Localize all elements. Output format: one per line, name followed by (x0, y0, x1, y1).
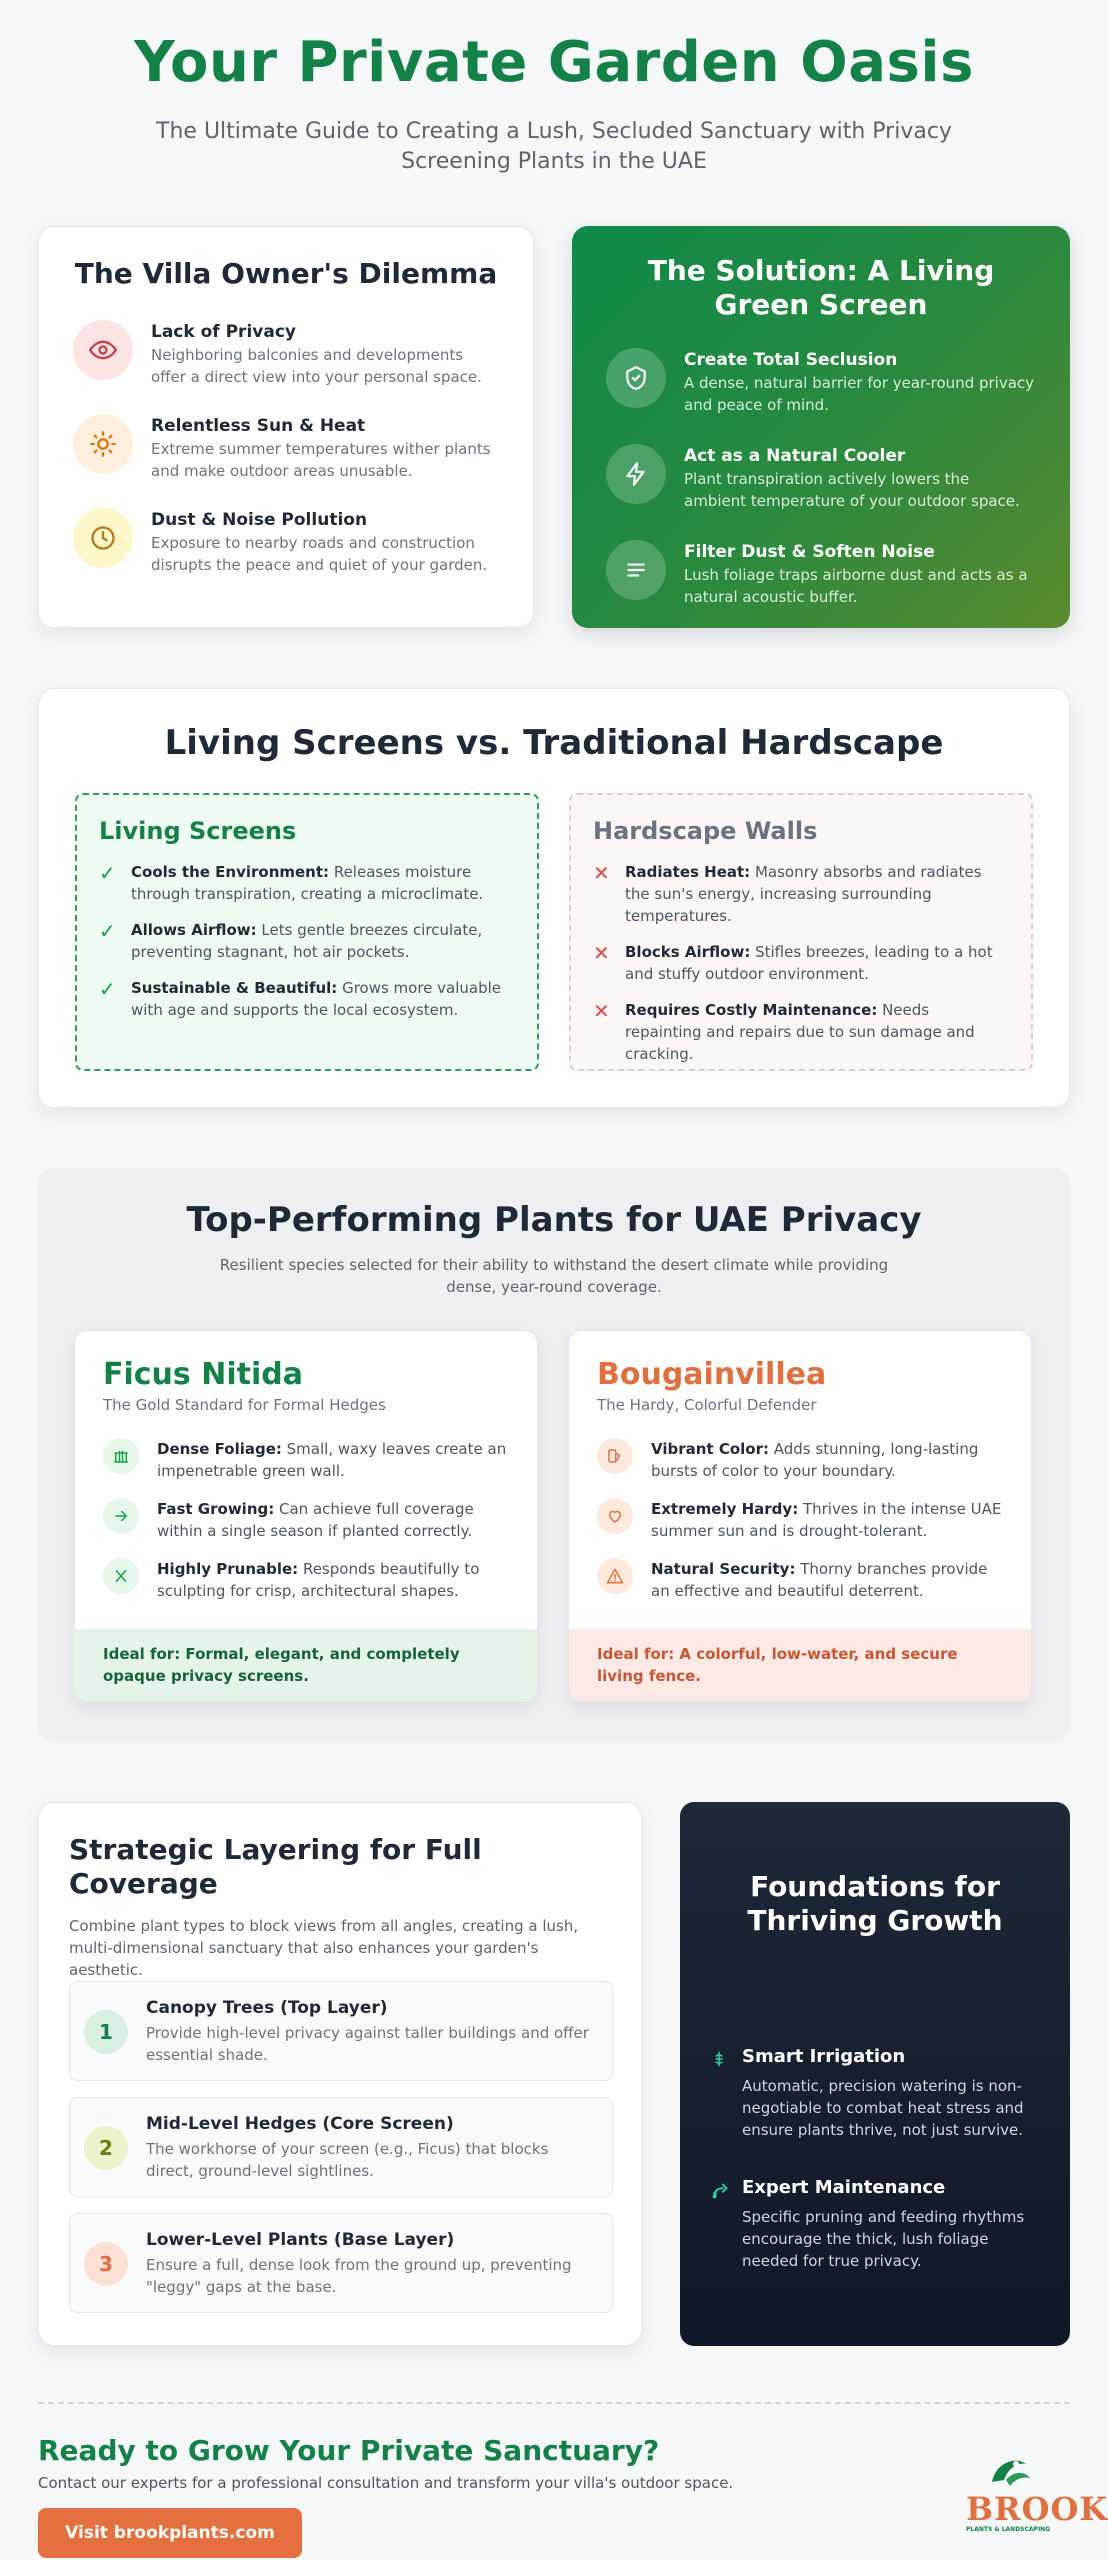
layer-item (69, 1981, 613, 2081)
logo-tagline: PLANTS & LANDSCAPING (966, 2526, 1051, 2533)
dilemma-item-text: Exposure to nearby roads and construction disrupts the peace and quiet of your garden. (151, 534, 488, 574)
brook-logo[interactable] (960, 2452, 1108, 2533)
feature-bold: Highly Prunable: (157, 1560, 299, 1578)
scissors-icon (103, 1558, 139, 1594)
layer-number: 2 (84, 2126, 128, 2170)
item-text: Masonry absorbs and radiates the sun's energy, increasing surrounding temperatures. (625, 863, 982, 925)
layering-card (38, 1802, 642, 2346)
layer-title: Lower-Level Plants (Base Layer) (146, 2230, 455, 2250)
hardscape-title: Hardscape Walls (593, 817, 818, 845)
warning-icon (597, 1558, 633, 1594)
footer-divider (38, 2402, 1070, 2404)
dilemma-item-text: Neighboring balconies and developments offer a direct view into your personal space. (151, 346, 482, 386)
living-screens-title: Living Screens (99, 817, 297, 845)
feature-text: Thrives in the intense UAE summer sun and is drought-tolerant. (651, 1500, 1002, 1540)
eye-icon (73, 320, 133, 380)
plant-feature (103, 1498, 509, 1542)
plant-feature (597, 1438, 1003, 1482)
plant-tagline: The Gold Standard for Formal Hedges (103, 1396, 386, 1414)
feature-text: Thorny branches provide an effective and beautiful deterrent. (651, 1560, 988, 1600)
plants-title: Top-Performing Plants for UAE Privacy (186, 1200, 922, 1240)
living-screens-box (75, 793, 539, 1071)
foundation-item-title: Expert Maintenance (742, 2177, 946, 2198)
layer-number: 3 (84, 2242, 128, 2286)
solution-item-text: Plant transpiration actively lowers the ambient temperature of your outdoor space. (684, 470, 1020, 510)
check-icon: ✓ (99, 977, 116, 1001)
page-subtitle: The Ultimate Guide to Creating a Lush, Secluded Sanctuary with Privacy Screening Plants in the UAE (156, 119, 952, 174)
ficus-card (74, 1330, 538, 1702)
layer-item (69, 2213, 613, 2313)
lines-icon (606, 540, 666, 600)
foundation-item (710, 2177, 1040, 2272)
shield-check-icon (606, 348, 666, 408)
layer-text: The workhorse of your screen (e.g., Ficus) that blocks direct, ground-level sightlines. (146, 2140, 549, 2180)
bougainvillea-ideal-note: Ideal for: A colorful, low-water, and secure living fence. (569, 1629, 1031, 1701)
plant-feature (103, 1438, 509, 1482)
list-item (593, 861, 1009, 927)
dilemma-item-title: Relentless Sun & Heat (151, 416, 366, 436)
x-icon: ✕ (593, 999, 610, 1023)
clock-icon (73, 508, 133, 568)
plants-subtitle: Resilient species selected for their ability to withstand the desert climate while providing dense, year-round coverage. (219, 1256, 889, 1296)
feature-bold: Natural Security: (651, 1560, 796, 1578)
layer-number: 1 (84, 2010, 128, 2054)
solution-item (606, 540, 1036, 608)
palette-icon (597, 1438, 633, 1474)
plant-name: Ficus Nitida (103, 1357, 303, 1392)
wall-icon (103, 1438, 139, 1474)
plant-feature (597, 1558, 1003, 1602)
item-text: Grows more valuable with age and supports the local ecosystem. (131, 979, 502, 1019)
item-bold: Blocks Airflow: (625, 943, 751, 961)
solution-title: The Solution: A Living Green Screen (647, 254, 995, 321)
x-icon: ✕ (593, 941, 610, 965)
plant-name: Bougainvillea (597, 1357, 827, 1392)
feature-bold: Vibrant Color: (651, 1440, 769, 1458)
bougainvillea-card (568, 1330, 1032, 1702)
layering-subtitle: Combine plant types to block views from all angles, creating a lush, multi-dimensional sanctuary that also enhances your garden's aesthetic. (69, 1917, 579, 1979)
solution-item-text: A dense, natural barrier for year-round privacy and peace of mind. (684, 374, 1035, 414)
feature-text: Adds stunning, long-lasting bursts of color to your boundary. (651, 1440, 979, 1480)
page-header (0, 30, 1108, 177)
layer-title: Mid-Level Hedges (Core Screen) (146, 2114, 454, 2134)
solution-item-title: Act as a Natural Cooler (684, 446, 906, 466)
plant-feature (103, 1558, 509, 1602)
logo-wordmark: BROOK (966, 2490, 1108, 2528)
feature-bold: Extremely Hardy: (651, 1500, 799, 1518)
dilemma-card (38, 226, 534, 628)
feature-bold: Dense Foliage: (157, 1440, 282, 1458)
layering-title: Strategic Layering for Full Coverage (69, 1833, 482, 1900)
arrow-right-icon (103, 1498, 139, 1534)
feature-text: Small, waxy leaves create an impenetrable green wall. (157, 1440, 507, 1480)
cta-title: Ready to Grow Your Private Sanctuary? (38, 2434, 660, 2467)
item-text: Needs repainting and repairs due to sun damage and cracking. (625, 1001, 975, 1063)
plants-section (38, 1168, 1070, 1742)
water-drop-icon (710, 2048, 736, 2074)
foundation-item (710, 2046, 1040, 2141)
item-bold: Allows Airflow: (131, 921, 257, 939)
leaf-logo-icon (986, 2452, 1034, 2492)
layer-text: Provide high-level privacy against taller buildings and offer essential shade. (146, 2024, 589, 2064)
comparison-title: Living Screens vs. Traditional Hardscape (164, 723, 944, 763)
feature-text: Responds beautifully to sculpting for crisp, architectural shapes. (157, 1560, 480, 1600)
shears-icon (710, 2179, 736, 2205)
heart-icon (597, 1498, 633, 1534)
item-bold: Cools the Environment: (131, 863, 330, 881)
foundation-item-text: Specific pruning and feeding rhythms encourage the thick, lush foliage needed for true privacy. (742, 2208, 1025, 2270)
foundations-panel (680, 1802, 1070, 2346)
page-title: Your Private Garden Oasis (134, 30, 974, 95)
comparison-card (38, 688, 1070, 1108)
dilemma-item-title: Lack of Privacy (151, 322, 296, 342)
dilemma-title: The Villa Owner's Dilemma (74, 257, 498, 290)
item-bold: Radiates Heat: (625, 863, 751, 881)
foundation-item-title: Smart Irrigation (742, 2046, 906, 2067)
check-icon: ✓ (99, 919, 116, 943)
item-text: Lets gentle breezes circulate, preventing stagnant, hot air pockets. (131, 921, 483, 961)
dilemma-item (73, 320, 499, 388)
solution-item-title: Filter Dust & Soften Noise (684, 542, 935, 562)
list-item (99, 977, 515, 1021)
feature-bold: Fast Growing: (157, 1500, 275, 1518)
dilemma-item (73, 414, 499, 482)
layer-title: Canopy Trees (Top Layer) (146, 1998, 388, 2018)
foundations-title: Foundations for Thriving Growth (747, 1870, 1003, 1937)
dilemma-item-title: Dust & Noise Pollution (151, 510, 368, 530)
sun-icon (73, 414, 133, 474)
hardscape-box (569, 793, 1033, 1071)
plant-feature (597, 1498, 1003, 1542)
check-icon: ✓ (99, 861, 116, 885)
solution-item (606, 444, 1036, 512)
list-item (593, 999, 1009, 1065)
dilemma-item (73, 508, 499, 576)
list-item (99, 861, 515, 905)
plant-tagline: The Hardy, Colorful Defender (597, 1396, 817, 1414)
item-text: Stifles breezes, leading to a hot and stuffy outdoor environment. (625, 943, 993, 983)
item-text: Releases moisture through transpiration, creating a microclimate. (131, 863, 484, 903)
x-icon: ✕ (593, 861, 610, 885)
solution-card (572, 226, 1070, 628)
layer-text: Ensure a full, dense look from the ground up, preventing "leggy" gaps at the base. (146, 2256, 572, 2296)
solution-item-title: Create Total Seclusion (684, 350, 898, 370)
list-item (99, 919, 515, 963)
lightning-icon (606, 444, 666, 504)
item-bold: Requires Costly Maintenance: (625, 1001, 878, 1019)
solution-item-text: Lush foliage traps airborne dust and acts as a natural acoustic buffer. (684, 566, 1028, 606)
ficus-ideal-note: Ideal for: Formal, elegant, and completely opaque privacy screens. (75, 1629, 537, 1701)
layer-item (69, 2097, 613, 2197)
cta-subtitle: Contact our experts for a professional consultation and transform your villa's outdoor space. (38, 2474, 734, 2492)
list-item (593, 941, 1009, 985)
solution-item (606, 348, 1036, 416)
foundation-item-text: Automatic, precision watering is non-negotiable to combat heat stress and ensure plants thrive, not just survive. (742, 2077, 1024, 2139)
visit-website-button[interactable]: Visit brookplants.com (38, 2508, 302, 2558)
feature-text: Can achieve full coverage within a single season if planted correctly. (157, 1500, 474, 1540)
dilemma-item-text: Extreme summer temperatures wither plants and make outdoor areas unusable. (151, 440, 491, 480)
item-bold: Sustainable & Beautiful: (131, 979, 338, 997)
